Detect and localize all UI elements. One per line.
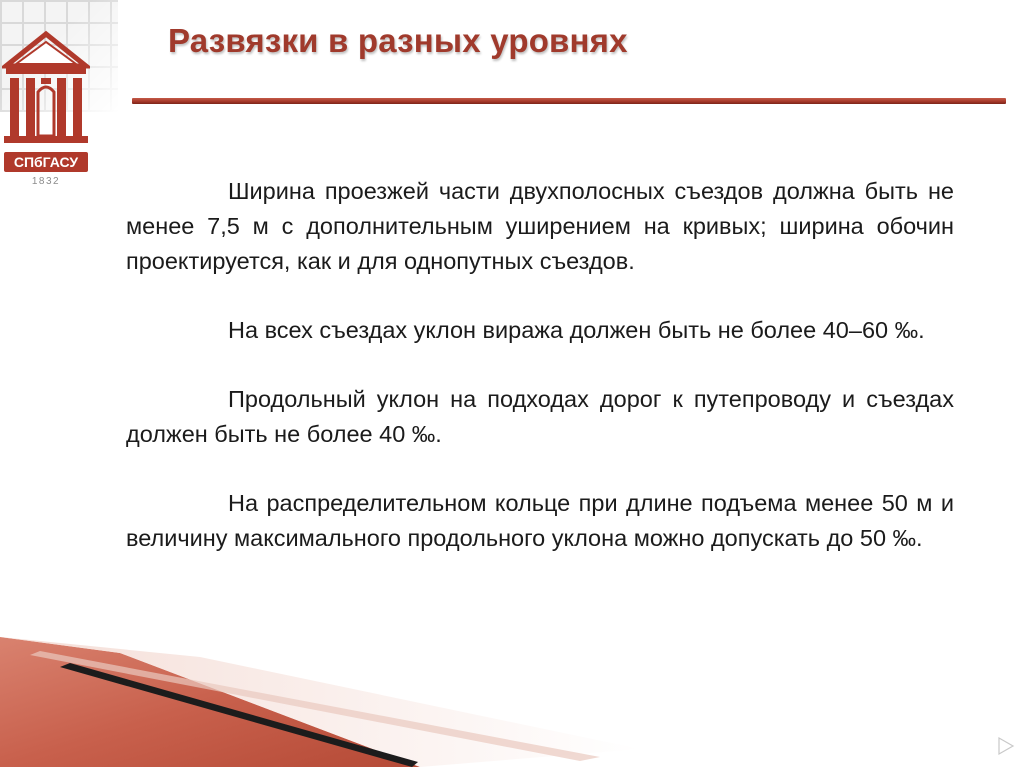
paragraph-longitudinal-grade: Продольный уклон на подходах дорог к путепроводу и съездах должен быть не более 40 ‰. [126,386,954,447]
paragraph-ring-grade: На распределительном кольце при длине подъема менее 50 м и величину максимального продольного уклона можно допускать до 50 ‰. [126,490,954,551]
svg-text:СПбГАСУ: СПбГАСУ [13,154,79,170]
title-underline [132,98,1006,104]
triangle-right-icon[interactable] [994,735,1016,757]
university-logo [2,28,90,188]
paragraph-exit-width: Ширина проезжей части двухполосных съездов должна быть не менее 7,5 м с дополнительным уширением на кривых; ширина обочин проектируется, как и для однопутных съездов. [126,178,954,274]
bottom-swoosh-decoration [0,637,1024,767]
slide-body [126,174,954,590]
paragraph-superelevation: На всех съездах уклон виража должен быть не более 40–60 ‰. [228,317,925,343]
slide-title: Развязки в разных уровнях [168,22,628,59]
svg-text:1832: 1832 [31,176,61,187]
